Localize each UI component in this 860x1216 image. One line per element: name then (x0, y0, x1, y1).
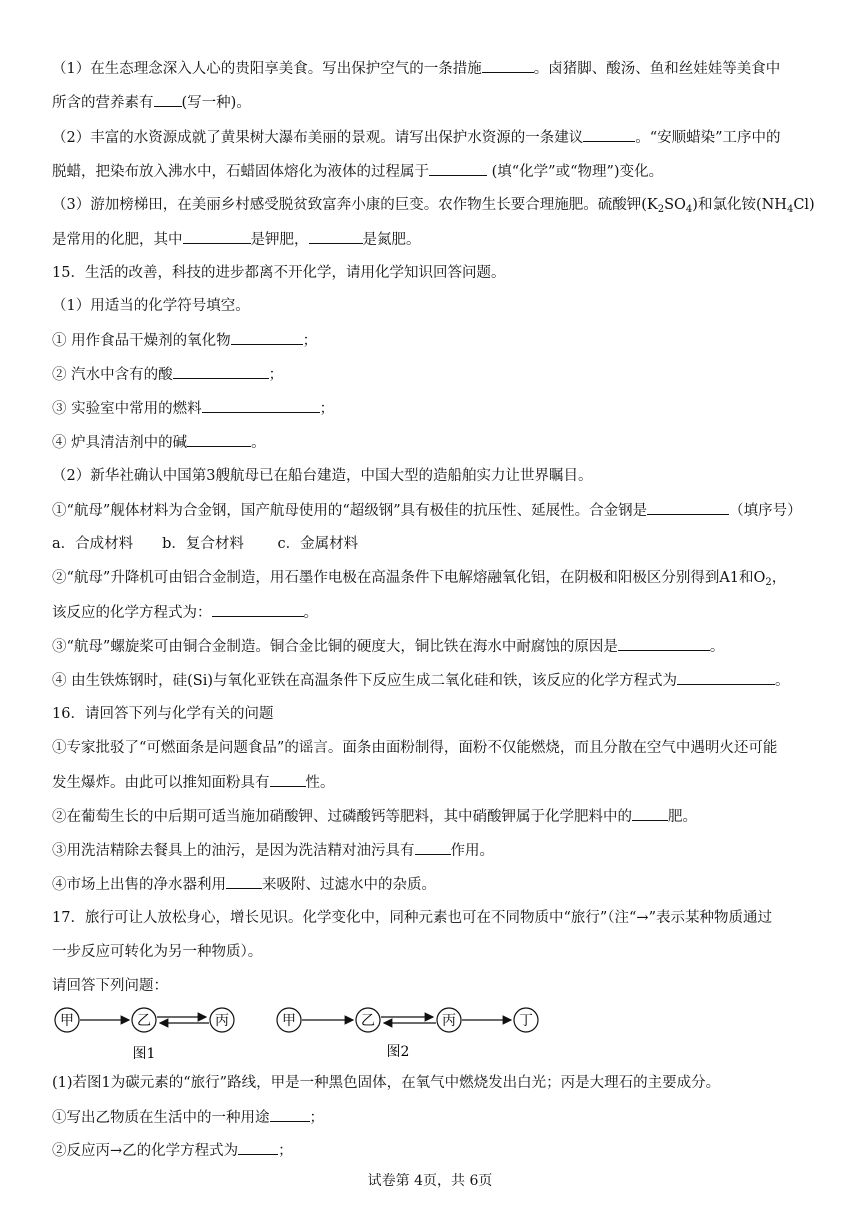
q16-item4: ④市场上出售的净水器利用 来吸附、过滤水中的杂质。 (52, 874, 820, 895)
q16-title: 16．请回答下列与化学有关的问题 (52, 706, 274, 722)
q15-part2-options: a．合成材料 b．复合材料 c．金属材料 (52, 536, 359, 552)
answer-blank[interactable] (231, 330, 303, 345)
answer-blank[interactable] (270, 1107, 310, 1122)
q15-part1-item1: ① 用作食品干燥剂的氧化物 ； (52, 330, 820, 351)
q16-item1-line2: 发生爆炸。由此可以推知面粉具有 性。 (52, 772, 820, 793)
answer-blank[interactable] (415, 840, 451, 855)
figure-1 (55, 1008, 234, 1062)
answer-blank[interactable] (583, 127, 635, 142)
figure-2 (277, 1008, 538, 1060)
q15-part2-item2-line1: ②“航母”升降机可由铝合金制造，用石墨作电极在高温条件下电解熔融氧化铝，在阴极和阳极区分别得到A1和$O_2$， (52, 570, 787, 588)
q15-part2-item3: ③“航母”螺旋桨可由铜合金制造。铜合金比铜的硬度大，铜比铁在海水中耐腐蚀的原因是 。 (52, 636, 820, 657)
fig1-node-jia: 甲 (60, 1013, 74, 1029)
q16-item3: ③用洗洁精除去餐具上的油污，是因为洗洁精对油污具有 作用。 (52, 840, 820, 861)
fig1-label: 图1 (132, 1046, 156, 1062)
answer-blank[interactable] (482, 58, 534, 73)
answer-blank[interactable] (183, 229, 251, 244)
fig1-node-bing: 丙 (215, 1013, 229, 1029)
answer-blank[interactable] (632, 806, 668, 821)
answer-blank[interactable] (429, 161, 487, 176)
answer-blank[interactable] (226, 874, 262, 889)
answer-blank[interactable] (238, 1140, 278, 1155)
q14-part2-line1: （2）丰富的水资源成就了黄果树大瀑布美丽的景观。请写出保护水资源的一条建议 。“安顺蜡染”工序中的 (52, 127, 820, 148)
q15-part2-item2-line2: 该反应的化学方程式为： 。 (52, 602, 820, 623)
q15-part2-item4: ④ 由生铁炼钢时，硅(Si)与氧化亚铁在高温条件下反应生成二氧化硅和铁，该反应的化学方程式为 。 (52, 670, 820, 691)
answer-blank[interactable] (618, 636, 710, 651)
answer-blank[interactable] (309, 229, 363, 244)
q14-part3-line1: （3）游加榜梯田，在美丽乡村感受脱贫致富奔小康的巨变。农作物生长要合理施肥。硫酸钾$(K_2SO_4)$和氯化铵$(NH_4Cl)$ (52, 197, 815, 215)
answer-blank[interactable] (154, 92, 182, 107)
q14-part1-line2: 所含的营养素有 (写一种)。 (52, 92, 820, 113)
q15-part1-item4: ④ 炉具清洁剂中的碱 。 (52, 432, 820, 453)
answer-blank[interactable] (677, 670, 775, 685)
q14-part2-line2: 脱蜡，把染布放入沸水中，石蜡固体熔化为液体的过程属于 (填“化学”或“物理”)变化。 (52, 161, 820, 182)
fig2-node-jia: 甲 (282, 1013, 296, 1029)
answer-blank[interactable] (212, 602, 304, 617)
q17-line1: 17．旅行可让人放松身心，增长见识。化学变化中，同种元素也可在不同物质中“旅行”（注“→”表示某种物质通过 (52, 910, 772, 926)
answer-blank[interactable] (173, 364, 269, 379)
answer-blank[interactable] (270, 772, 306, 787)
q17-part1-item1: ①写出乙物质在生活中的一种用途 ； (52, 1107, 820, 1128)
page-footer: 试卷第 4页，共 6页 (367, 1173, 493, 1189)
q15-part1: （1）用适当的化学符号填空。 (52, 298, 250, 314)
fig2-node-ding: 丁 (519, 1013, 533, 1029)
answer-blank[interactable] (647, 500, 729, 515)
fig2-node-yi: 乙 (361, 1013, 375, 1029)
q14-part1-line1: （1）在生态理念深入人心的贵阳享美食。写出保护空气的一条措施 。卤猪脚、酸汤、鱼和丝娃娃等美食中 (52, 58, 820, 79)
q15-part1-item3: ③ 实验室中常用的燃料 ； (52, 398, 820, 419)
q16-item1-line1: ①专家批驳了“可燃面条是问题食品”的谣言。面条由面粉制得，面粉不仅能燃烧，而且分散在空气中遇明火还可能 (52, 740, 778, 756)
transformation-diagrams (40, 1000, 560, 1070)
answer-blank[interactable] (187, 432, 251, 447)
answer-blank[interactable] (202, 398, 320, 413)
fig2-node-bing: 丙 (442, 1013, 456, 1029)
q14-part3-line2: 是常用的化肥，其中 是钾肥， 是氮肥。 (52, 229, 820, 250)
q15-part2: （2）新华社确认中国第3艘航母已在船台建造，中国大型的造船舶实力让世界瞩目。 (52, 468, 593, 484)
q15-part2-item1: ①“航母”舰体材料为合金钢，国产航母使用的“超级钢”具有极佳的抗压性、延展性。合金钢是 （填序号） (52, 500, 820, 521)
fig1-node-yi: 乙 (137, 1013, 151, 1029)
q17-part1-item2: ②反应丙→乙的化学方程式为 ； (52, 1140, 820, 1161)
fig2-label: 图2 (386, 1044, 410, 1060)
q17-prompt: 请回答下列问题： (52, 978, 168, 994)
q17-part1: (1)若图1为碳元素的“旅行”路线，甲是一种黑色固体，在氧气中燃烧发出白光；丙是大理石的主要成分。 (52, 1075, 721, 1091)
q16-item2: ②在葡萄生长的中后期可适当施加硝酸钾、过磷酸钙等肥料，其中硝酸钾属于化学肥料中的 肥。 (52, 806, 820, 827)
q15-title: 15．生活的改善，科技的进步都离不开化学，请用化学知识回答问题。 (52, 265, 506, 281)
q15-part1-item2: ② 汽水中含有的酸 ； (52, 364, 820, 385)
q17-line2: 一步反应可转化为另一种物质）。 (52, 944, 263, 960)
